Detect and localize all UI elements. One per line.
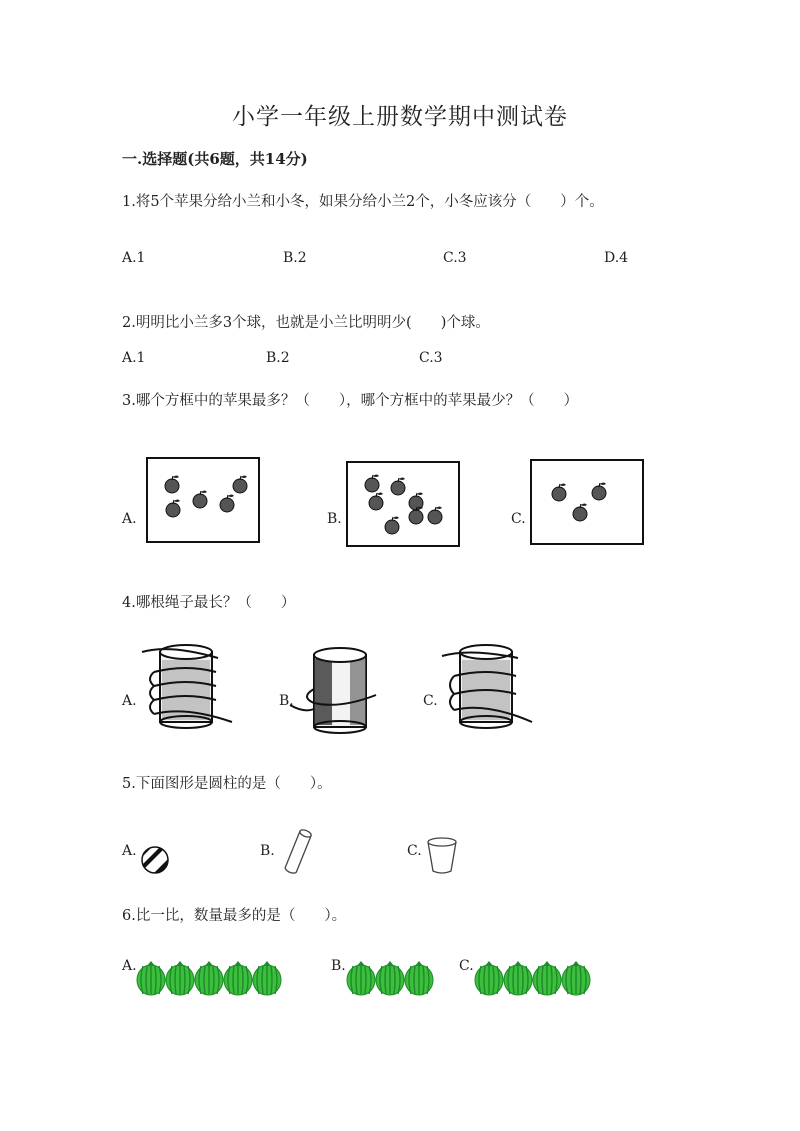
apple-icon — [428, 507, 442, 525]
watermelon-icon — [475, 961, 503, 995]
q5-option-b[interactable]: B. — [260, 843, 275, 859]
rope-cylinder-b-icon — [290, 645, 390, 735]
q2-option-c[interactable]: C.3 — [419, 350, 443, 366]
apple-icon — [165, 476, 179, 494]
q3-option-c[interactable]: C. — [511, 511, 526, 527]
page-title: 小学一年级上册数学期中测试卷 — [232, 104, 568, 130]
watermelon-row-c — [474, 960, 624, 996]
apple-icon — [193, 491, 207, 509]
apple-box-c — [530, 459, 644, 545]
q4-option-a[interactable]: A. — [122, 693, 137, 709]
q3-option-a[interactable]: A. — [122, 511, 137, 527]
apple-icon — [166, 500, 180, 518]
apple-box-b — [346, 461, 460, 547]
apple-icon — [365, 475, 379, 493]
watermelon-icon — [347, 961, 375, 995]
watermelon-icon — [376, 961, 404, 995]
section-heading: 一.选择题(共6题，共14分) — [122, 150, 308, 168]
watermelon-row-a — [136, 960, 286, 996]
q1-option-a[interactable]: A.1 — [122, 250, 146, 266]
apple-icon — [220, 495, 234, 513]
apple-icon — [233, 476, 247, 494]
cylinder-tube-icon — [283, 828, 313, 876]
q3-option-b[interactable]: B. — [327, 511, 342, 527]
q6-option-b[interactable]: B. — [331, 958, 346, 974]
apple-icon — [409, 507, 423, 525]
apple-icon — [552, 484, 566, 502]
q5-option-c[interactable]: C. — [407, 843, 422, 859]
question-5: 5.下面图形是圆柱的是（ ）。 — [122, 776, 332, 792]
watermelon-icon — [405, 961, 433, 995]
question-4: 4.哪根绳子最长？（ ） — [122, 595, 296, 611]
apple-icon — [391, 478, 405, 496]
apple-icon — [592, 483, 606, 501]
q2-option-b[interactable]: B.2 — [266, 350, 290, 366]
rope-cylinder-a-icon — [140, 642, 240, 732]
q6-option-c[interactable]: C. — [459, 958, 474, 974]
watermelon-icon — [562, 961, 590, 995]
apple-group-c — [532, 461, 642, 543]
watermelon-icon — [195, 961, 223, 995]
watermelon-icon — [253, 961, 281, 995]
apple-icon — [385, 517, 399, 535]
question-2: 2.明明比小兰多3个球，也就是小兰比明明少( )个球。 — [122, 315, 490, 331]
apple-icon — [573, 504, 587, 522]
watermelon-icon — [504, 961, 532, 995]
apple-icon — [369, 493, 383, 511]
q5-option-a[interactable]: A. — [122, 843, 137, 859]
q4-option-c[interactable]: C. — [423, 693, 438, 709]
watermelon-icon — [224, 961, 252, 995]
striped-ball-icon — [140, 845, 170, 875]
apple-box-a — [146, 457, 260, 543]
q1-option-b[interactable]: B.2 — [283, 250, 307, 266]
q4-option-b[interactable]: B. — [279, 693, 294, 709]
apple-group-b — [348, 463, 458, 545]
q1-option-d[interactable]: D.4 — [604, 250, 629, 266]
question-6: 6.比一比，数量最多的是（ ）。 — [122, 908, 347, 924]
question-3: 3.哪个方框中的苹果最多？（ ），哪个方框中的苹果最少？（ ） — [122, 393, 579, 409]
q6-option-a[interactable]: A. — [122, 958, 137, 974]
rope-cylinder-c-icon — [440, 642, 540, 732]
apple-group-a — [148, 459, 258, 541]
question-1: 1.将5个苹果分给小兰和小冬，如果分给小兰2个，小冬应该分（ ）个。 — [122, 194, 604, 210]
watermelon-icon — [166, 961, 194, 995]
cup-icon — [425, 836, 459, 876]
q2-option-a[interactable]: A.1 — [122, 350, 146, 366]
watermelon-icon — [137, 961, 165, 995]
q1-option-c[interactable]: C.3 — [443, 250, 467, 266]
watermelon-icon — [533, 961, 561, 995]
